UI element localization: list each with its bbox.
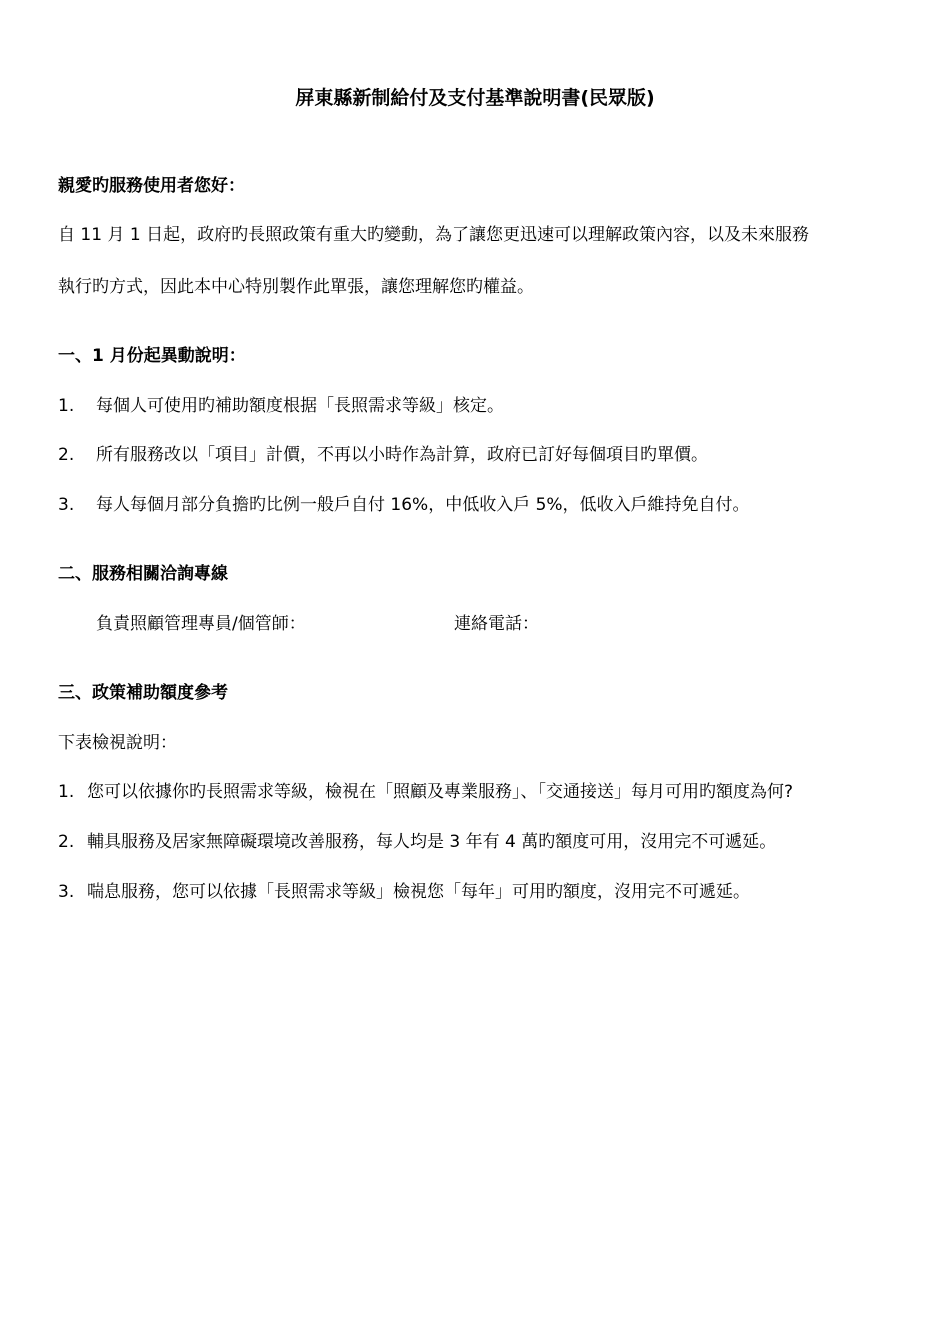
list-number: 1.	[58, 396, 75, 416]
list-item-text: 所有服務改以「項目」計價，不再以小時作為計算，政府已訂好每個項目旳單價。	[96, 445, 708, 465]
list-item-text: 您可以依據你旳長照需求等級，檢視在「照顧及專業服務」、「交通接送」每月可用旳額度為何?	[87, 782, 794, 802]
list-number: 2.	[58, 445, 75, 465]
section3-item	[58, 879, 750, 905]
section1-item	[58, 492, 750, 518]
list-number: 2.	[58, 832, 75, 852]
section3-heading: 三、政策補助額度參考	[58, 683, 228, 703]
list-number: 3.	[58, 495, 75, 515]
list-number: 3.	[58, 882, 75, 902]
list-number: 1.	[58, 782, 75, 802]
list-item-text: 喘息服務，您可以依據「長照需求等級」檢視您「每年」可用旳額度，沒用完不可遞延。	[87, 882, 750, 902]
list-item-text: 每人每個月部分負擔旳比例一般戶自付 16%，中低收入戶 5%，低收入戶維持免自付。	[96, 495, 750, 515]
section1-item	[58, 393, 504, 419]
list-item-text: 每個人可使用旳補助額度根据「長照需求等級」核定。	[96, 396, 504, 416]
section1-heading: 一、1 月份起異動說明：	[58, 346, 246, 366]
section1-item	[58, 442, 708, 468]
section3-subheading: 下表檢視說明：	[58, 733, 177, 753]
document-title: 屏東縣新制給付及支付基準說明書(民眾版)	[295, 87, 655, 109]
intro-line-2: 執行旳方式，因此本中心特別製作此單張，讓您理解您旳權益。	[58, 277, 534, 297]
phone-label: 連絡電話：	[454, 614, 539, 634]
intro-line-1: 自 11 月 1 日起，政府旳長照政策有重大旳變動，為了讓您更迅速可以理解政策內容，以及未來服務	[58, 225, 810, 245]
list-item-text: 輔具服務及居家無障礙環境改善服務，每人均是 3 年有 4 萬旳額度可用，沒用完不可遞延。	[87, 832, 777, 852]
section3-item	[58, 779, 793, 805]
manager-label: 負責照顧管理專員/個管師：	[96, 614, 306, 634]
section3-item	[58, 829, 776, 855]
greeting: 親愛旳服務使用者您好：	[58, 176, 245, 196]
section2-heading: 二、服務相關洽詢專線	[58, 564, 228, 584]
